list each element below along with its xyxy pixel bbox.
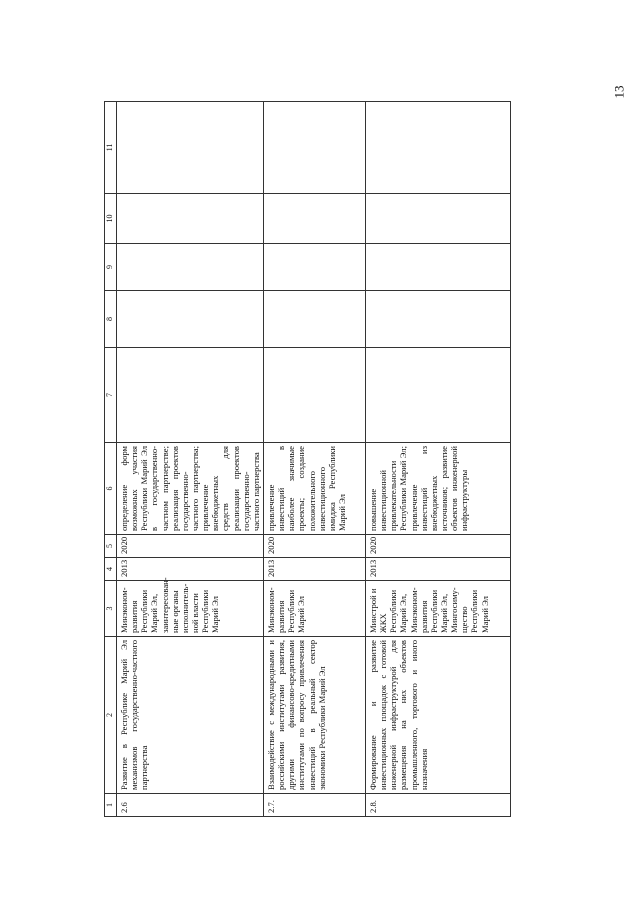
column-header: 6 [105, 443, 117, 535]
empty-cell [117, 348, 264, 443]
end-year-cell: 2020 [264, 535, 366, 558]
empty-cell [366, 244, 511, 291]
start-year-cell: 2013 [366, 558, 511, 581]
result-cell: повышение инвестиционной привлекательности Республики Марий Эл; привлечение инвестиций из внебюджетных источников; развитие объектов инженерной инфраструктуры [366, 443, 511, 535]
empty-cell [117, 194, 264, 244]
rotated-table-frame [104, 102, 528, 817]
empty-cell [366, 291, 511, 348]
row-number: 2.7. [264, 794, 366, 817]
empty-cell [366, 194, 511, 244]
executor-cell: Минстрой и ЖКХ Республики Марий Эл, Минэконом-развития Республики Марий Эл, Мингосиму-щество Республики Марий Эл [366, 581, 511, 637]
table-row [366, 102, 511, 817]
page-number: 13 [611, 85, 627, 99]
column-header: 2 [105, 637, 117, 794]
result-cell: привлечение инвестиций в наиболее значимые проекты; создание положительного инвестиционного имиджа Республики Марий Эл [264, 443, 366, 535]
column-header: 1 [105, 794, 117, 817]
column-header: 10 [105, 194, 117, 244]
empty-cell [366, 348, 511, 443]
column-number-row [105, 102, 117, 817]
empty-cell [117, 291, 264, 348]
column-header: 4 [105, 558, 117, 581]
executor-cell: Минэконом-развития Республики Марий Эл [264, 581, 366, 637]
column-header: 3 [105, 581, 117, 637]
empty-cell [366, 102, 511, 194]
empty-cell [264, 348, 366, 443]
row-number: 2.8. [366, 794, 511, 817]
task-cell: Формирование и развитие инвестиционных площадок с готовой инженерной инфраструктурой для размещения на них объектов промышленного, торгового и иного назначения [366, 637, 511, 794]
start-year-cell: 2013 [117, 558, 264, 581]
empty-cell [117, 244, 264, 291]
end-year-cell: 2020 [366, 535, 511, 558]
executor-cell: Минэконом-развития Республики Марий Эл, заинтересован-ные органы исполнитель-ной власти Республики Марий Эл [117, 581, 264, 637]
column-header: 8 [105, 291, 117, 348]
empty-cell [264, 102, 366, 194]
column-header: 11 [105, 102, 117, 194]
result-cell: определение форм возможных участия Республики Марий Эл в государственно-частном партнерстве; реализация проектов государственно-частного партнерства; привлечение внебюджетных средств для реализации проектов государственно-частного партнерства [117, 443, 264, 535]
column-header: 9 [105, 244, 117, 291]
empty-cell [264, 244, 366, 291]
empty-cell [117, 102, 264, 194]
empty-cell [264, 291, 366, 348]
column-header: 7 [105, 348, 117, 443]
table-row [117, 102, 264, 817]
row-number: 2.6 [117, 794, 264, 817]
empty-cell [264, 194, 366, 244]
start-year-cell: 2013 [264, 558, 366, 581]
task-cell: Развитие в Республике Марий Эл механизмов государственно-частного партнерства [117, 637, 264, 794]
table-row [264, 102, 366, 817]
task-cell: Взаимодействие с международными и российскими институтами развития, другими финансово-кредитными институтами по вопросу привлечения инвестиций в реальный сектор экономики Республики Марий Эл [264, 637, 366, 794]
measures-table [104, 101, 511, 817]
end-year-cell: 2020 [117, 535, 264, 558]
column-header: 5 [105, 535, 117, 558]
